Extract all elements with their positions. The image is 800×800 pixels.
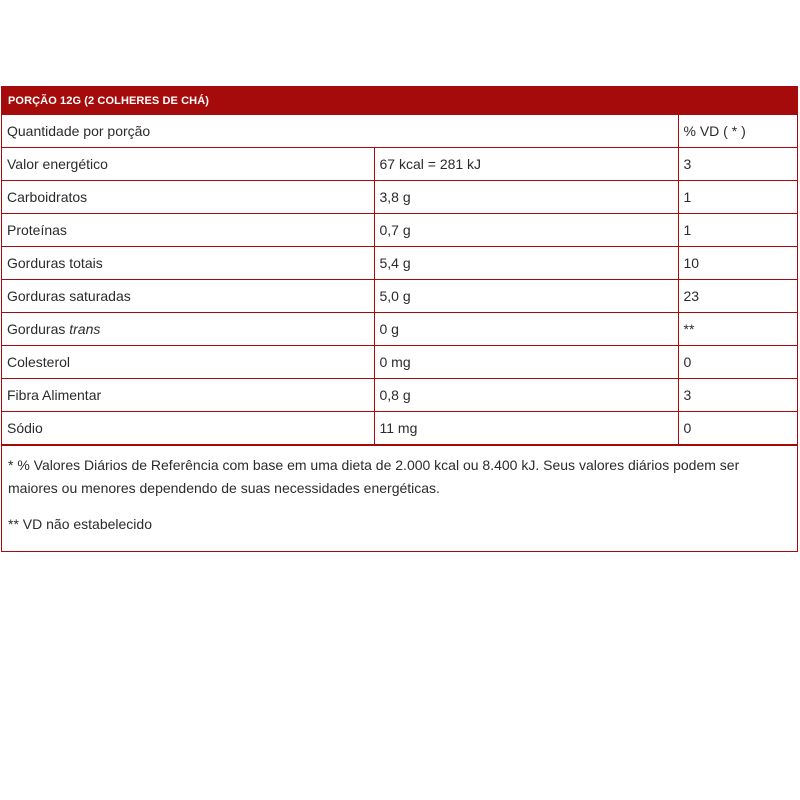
nutrient-vd: 3 (678, 379, 797, 412)
nutrient-amount: 0 mg (374, 346, 678, 379)
nutrient-vd: 10 (678, 247, 797, 280)
table-row (2, 379, 797, 412)
nutrition-table (2, 115, 797, 445)
nutrient-name: Carboidratos (2, 181, 374, 214)
nutrient-amount: 0,7 g (374, 214, 678, 247)
nutrient-amount: 0,8 g (374, 379, 678, 412)
table-row (2, 148, 797, 181)
nutrient-name: Fibra Alimentar (2, 379, 374, 412)
nutrient-amount: 5,0 g (374, 280, 678, 313)
nutrient-name: Colesterol (2, 346, 374, 379)
table-row (2, 412, 797, 445)
table-row (2, 346, 797, 379)
nutrient-vd: 0 (678, 346, 797, 379)
heading-vd-label: % VD ( * ) (678, 115, 797, 148)
nutrient-name: Valor energético (2, 148, 374, 181)
nutrient-name: Gorduras saturadas (2, 280, 374, 313)
nutrient-vd: 23 (678, 280, 797, 313)
nutrient-amount: 0 g (374, 313, 678, 346)
footnotes (2, 445, 797, 551)
nutrition-facts-panel (1, 86, 798, 552)
nutrient-vd: 3 (678, 148, 797, 181)
serving-size-header: PORÇÃO 12G (2 COLHERES DE CHÁ) (2, 87, 797, 115)
nutrient-vd: 1 (678, 214, 797, 247)
nutrient-amount: 67 kcal = 281 kJ (374, 148, 678, 181)
nutrient-name-text: Gorduras (7, 321, 66, 337)
table-heading-row (2, 115, 797, 148)
nutrient-amount: 3,8 g (374, 181, 678, 214)
nutrient-amount: 5,4 g (374, 247, 678, 280)
nutrient-name: Gorduras totais (2, 247, 374, 280)
nutrient-vd: 0 (678, 412, 797, 445)
nutrient-name-italic: trans (69, 321, 101, 337)
table-row (2, 280, 797, 313)
nutrient-name: Proteínas (2, 214, 374, 247)
heading-quantity-label: Quantidade por porção (2, 115, 678, 148)
table-row (2, 181, 797, 214)
footnote-daily-values: * % Valores Diários de Referência com base em uma dieta de 2.000 kcal ou 8.400 kJ. Seus valores diários podem ser maiores ou menores dependendo de suas necessidades energéticas. (8, 457, 740, 496)
footnote-vd-not-established: ** VD não estabelecido (8, 516, 152, 532)
table-row (2, 313, 797, 346)
table-row (2, 214, 797, 247)
nutrient-vd: 1 (678, 181, 797, 214)
nutrient-name: Sódio (2, 412, 374, 445)
nutrient-vd: ** (678, 313, 797, 346)
nutrient-amount: 11 mg (374, 412, 678, 445)
nutrient-name (2, 313, 374, 346)
table-row (2, 247, 797, 280)
